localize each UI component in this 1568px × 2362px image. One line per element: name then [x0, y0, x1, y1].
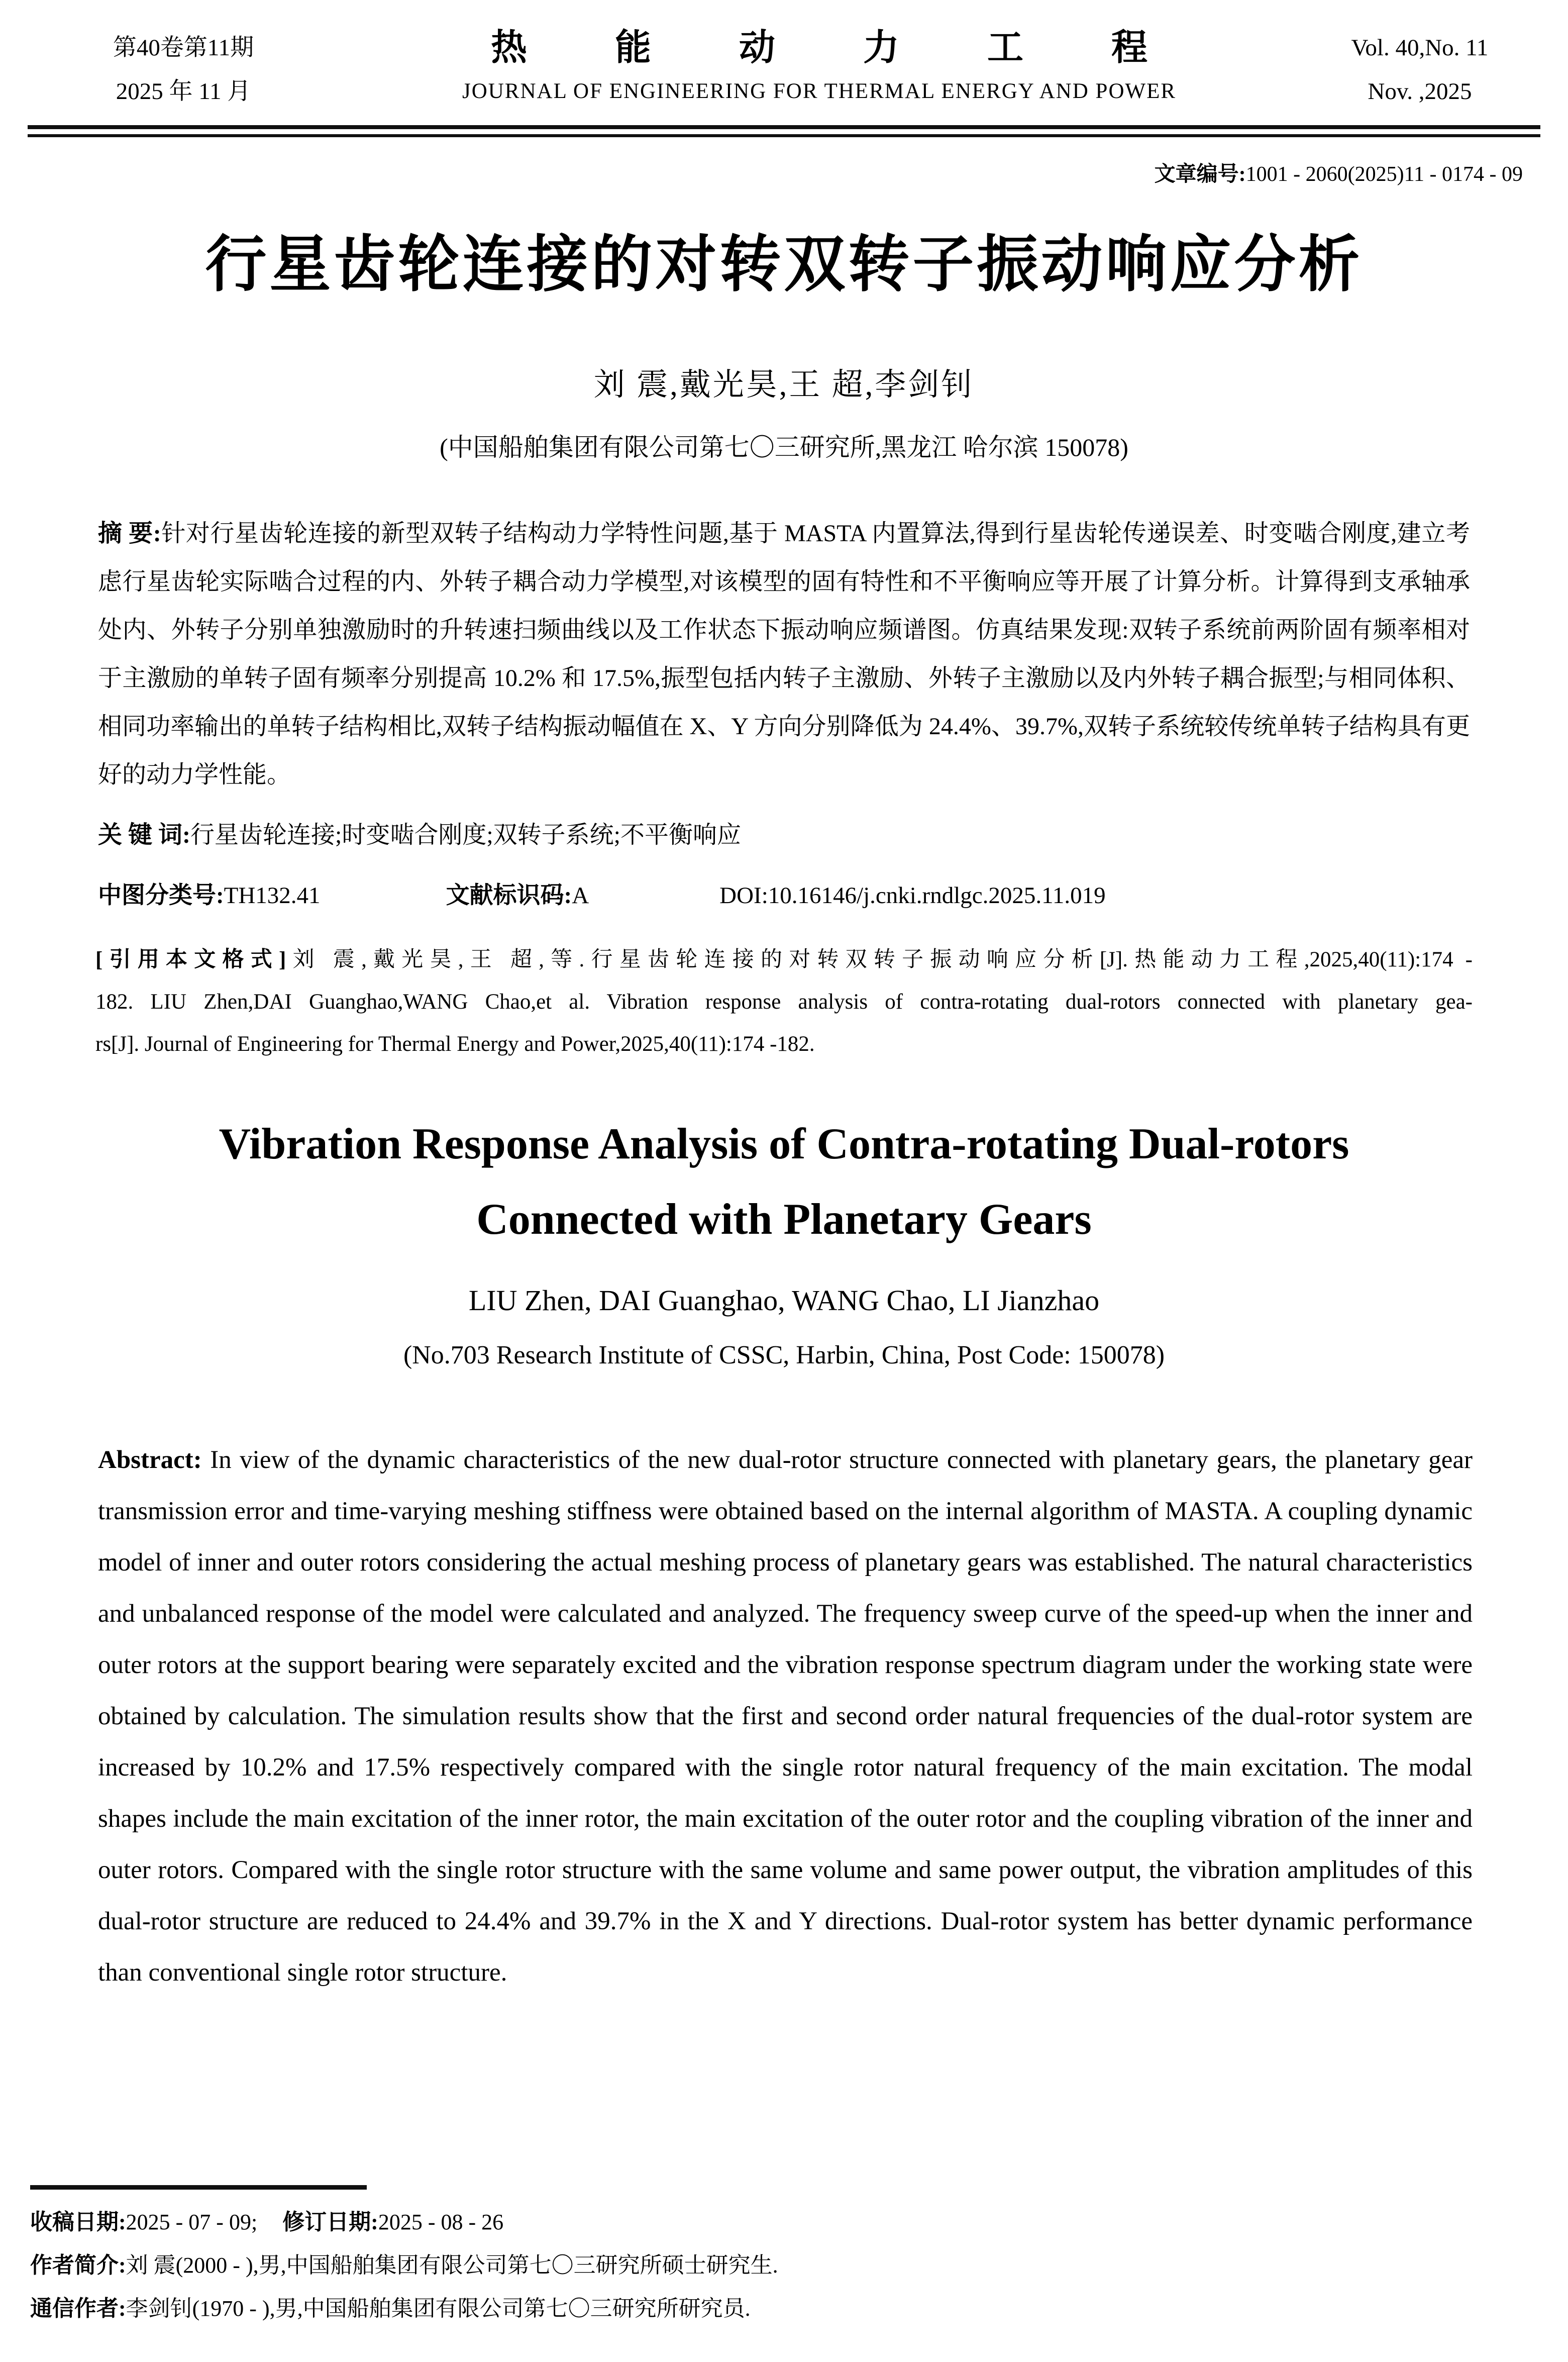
footnote-dates [30, 2201, 1473, 2244]
citation-line-2: 182. LIU Zhen,DAI Guanghao,WANG Chao,et al. Vibration response analysis of contra-rotating dual-rotors connected with planetary gea- [95, 990, 1473, 1014]
masthead [28, 0, 1540, 110]
doi-label: DOI: [719, 882, 768, 909]
doi-value: 10.16146/j.cnki.rndlgc.2025.11.019 [768, 882, 1106, 909]
corresponding-author-label: 通信作者: [30, 2296, 126, 2321]
abstract-en-label: Abstract: [98, 1446, 202, 1474]
affiliation-cn: (中国船舶集团有限公司第七〇三研究所,黑龙江 哈尔滨 150078) [440, 433, 1128, 461]
masthead-left [28, 23, 339, 110]
footnote-author-bio [30, 2244, 1473, 2287]
authors-cn: 刘 震,戴光昊,王 超,李剑钊 [593, 368, 975, 402]
article-number [0, 157, 1523, 187]
received-date-label: 收稿日期: [30, 2210, 126, 2234]
abstract-en-text: In view of the dynamic characteristics of the new dual-rotor structure connected with planetary gears, the planetary gear transmission error and time-varying meshing stiffness were obtained based on the internal algorithm of MASTA. A coupling dynamic model of inner and outer rotors considering the actual meshing process of planetary gears was established. The natural characteristics and unbalanced response of the model were calculated and analyzed. The frequency sweep curve of the speed-up when the inner and outer rotors at the support bearing were separately excited and the vibration response spectrum diagram under the working state were obtained by calculation. The simulation results show that the first and second order natural frequencies of the dual-rotor system are increased by 10.2% and 17.5% respectively compared with the single rotor natural frequency of the main excitation. The modal shapes include the main excitation of the inner rotor, the main excitation of the outer rotor and the coupling vibration of the inner and outer rotors. Compared with the single rotor structure with the same volume and same power output, the vibration amplitudes of this dual-rotor structure are reduced to 24.4% and 39.7% in the X and Y directions. Dual-rotor system has better dynamic performance than conventional single rotor structure. [98, 1446, 1473, 1987]
divider-rule-bottom [28, 134, 1540, 137]
revised-date-label: 修订日期: [282, 2210, 378, 2234]
article-number-label: 文章编号: [1154, 163, 1246, 186]
issue-date-en: Nov. ,2025 [1368, 78, 1472, 105]
volume-issue-cn: 第40卷第11期 [113, 35, 254, 61]
abstract-cn-label: 摘 要: [98, 520, 161, 547]
affiliation-en: (No.703 Research Institute of CSSC, Harbin, China, Post Code: 150078) [403, 1341, 1165, 1369]
classification-line [98, 880, 1470, 911]
corresponding-author-value: 李剑钊(1970 - ),男,中国船舶集团有限公司第七〇三研究所研究员. [126, 2296, 751, 2321]
author-bio-value: 刘 震(2000 - ),男,中国船舶集团有限公司第七〇三研究所硕士研究生. [126, 2253, 778, 2278]
keywords-text: 行星齿轮连接;时变啮合刚度;双转子系统;不平衡响应 [190, 822, 742, 848]
citation-line-1 [95, 939, 1473, 981]
masthead-center [339, 23, 1299, 110]
citation-line-1-text: 刘 震,戴光昊,王 超,等.行星齿轮连接的对转双转子振动响应分析[J].热能动力工程,2025,40(11):174 - [286, 948, 1473, 971]
divider-rule-top [28, 125, 1540, 129]
revised-date-value: 2025 - 08 - 26 [378, 2210, 504, 2234]
issue-date-cn: 2025 年 11 月 [116, 78, 251, 105]
footnote-rule [30, 2185, 367, 2190]
journal-name-cn: 热能动力工程 [490, 28, 1235, 68]
received-date-value: 2025 - 07 - 09; [126, 2210, 258, 2234]
abstract-cn-text: 针对行星齿轮连接的新型双转子结构动力学特性问题,基于 MASTA 内置算法,得到行星齿轮传递误差、时变啮合刚度,建立考虑行星齿轮实际啮合过程的内、外转子耦合动力学模型,对该模型的固有特性和不平衡响应等开展了计算分析。计算得到支承轴承处内、外转子分别单独激励时的升转速扫频曲线以及工作状态下振动响应频谱图。仿真结果发现:双转子系统前两阶固有频率相对于主激励的单转子固有频率分别提高 10.2% 和 17.5%,振型包括内转子主激励、外转子主激励以及内外转子耦合振型;与相同体积、相同功率输出的单转子结构相比,双转子结构振动幅值在 X、Y 方向分别降低为 24.4%、39.7%,双转子系统较传统单转子结构具有更好的动力学性能。 [98, 520, 1470, 788]
citation-line-3: rs[J]. Journal of Engineering for Thermal Energy and Power,2025,40(11):174 -182. [95, 1032, 815, 1056]
keywords-label: 关 键 词: [98, 822, 190, 848]
clc-value: TH132.41 [224, 882, 321, 909]
paper-title-en-line2: Connected with Planetary Gears [476, 1195, 1092, 1244]
doc-code-label: 文献标识码: [446, 882, 572, 909]
citation-block [95, 939, 1473, 1065]
abstract-en [98, 1434, 1473, 1998]
masthead-divider [28, 125, 1540, 137]
masthead-right [1299, 23, 1540, 110]
footnote-lines [30, 2201, 1473, 2330]
keywords-line [98, 819, 1470, 851]
journal-name-en: JOURNAL OF ENGINEERING FOR THERMAL ENERGY AND POWER [462, 79, 1177, 103]
paper-title-en [0, 1107, 1568, 1257]
doc-code-value: A [572, 882, 589, 909]
footnote-corresponding-author [30, 2287, 1473, 2330]
abstract-cn [98, 510, 1470, 799]
clc-label: 中图分类号: [98, 882, 224, 909]
paper-title-cn: 行星齿轮连接的对转双转子振动响应分析 [205, 231, 1363, 299]
volume-issue-en: Vol. 40,No. 11 [1351, 35, 1489, 61]
author-bio-label: 作者简介: [30, 2253, 126, 2278]
article-number-value: 1001 - 2060(2025)11 - 0174 - 09 [1245, 163, 1523, 186]
paper-title-en-line1: Vibration Response Analysis of Contra-rotating Dual-rotors [219, 1120, 1349, 1168]
citation-label: [引用本文格式] [95, 948, 286, 971]
footnote-block [30, 2185, 1473, 2330]
authors-en: LIU Zhen, DAI Guanghao, WANG Chao, LI Jianzhao [468, 1284, 1100, 1317]
